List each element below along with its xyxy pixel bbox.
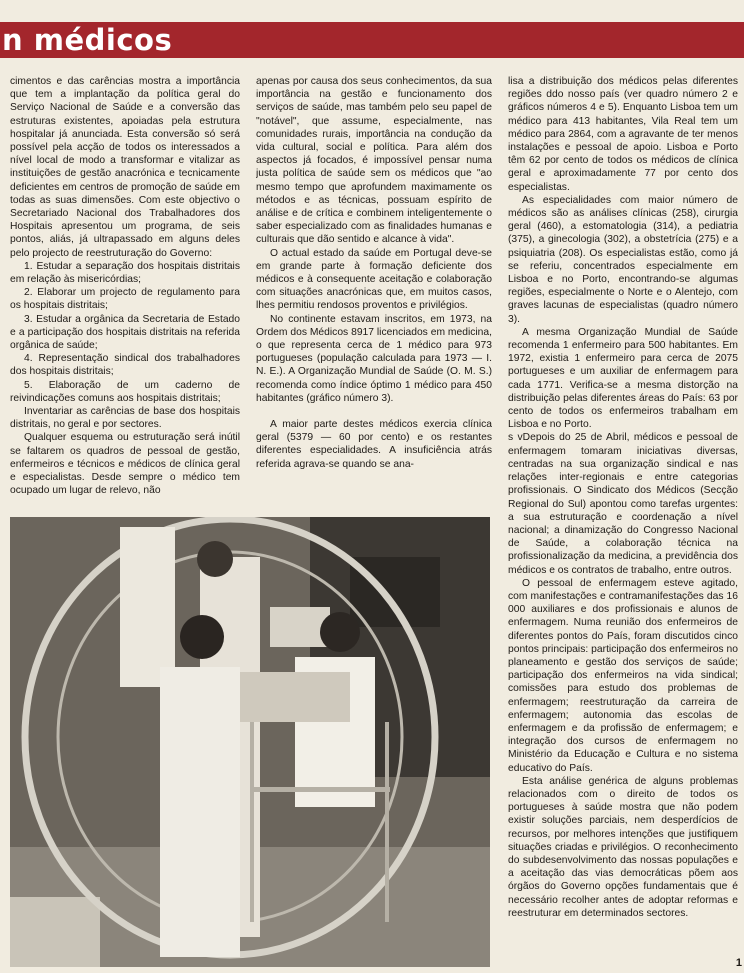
paragraph: As especialidades com maior número de médicos são as análises clínicas (258), cirurgia geral (460), a estomatologia (314), a pediatria (375), a ginecologia (302), a obstetrícia (275) e a psiquiatria (208). Os especialistas estão, como já se referiu, concentrados especialmente em Lisboa e no Porto, encontrando-se algumas regiões, especialmente o Norte e o Alentejo, com graves lacunas de especialistas (quadro número 3). [508, 194, 738, 325]
paragraph: Inventariar as carências de base dos hospitais distritais, no geral e por sectores. [10, 406, 240, 431]
hospital-photo [10, 517, 490, 967]
paragraph: A maior parte destes médicos exercia clínica geral (5379 — 60 por cento) e os restantes diferentes especialidades. A insuficiência atrás referida agrava-se quando se ana- [256, 419, 492, 470]
paragraph: Qualquer esquema ou estruturação será inútil se faltarem os quadros de pessoal de gestão, enfermeiros e técnicos e médicos de clínica geral e especialistas. Desde sempre o médico tem ocupado um lugar de relevo, não [10, 432, 240, 497]
paragraph: Esta análise genérica de alguns problemas relacionados com o direito de todos os portugueses à saúde mostra que não podem existir soluções parciais, nem desperdícios de recursos, por melhores intenções que justifiquem situações criadas e privilégios. O reconhecimento do subdesenvolvimento das nossas populações e a aceitação das vias democráticas põem aos órgãos do Governo opções fundamentais que é necessário recolher antes de adoptar reformas e reestruturar em determinados sectores. [508, 775, 738, 919]
paragraph: cimentos e das carências mostra a importância que tem a implantação da política geral do Serviço Nacional de Saúde e a conversão das estruturas existentes, apoiadas pela estrutura hospitalar já anunciada. Esta conversão só será possível pela acção de todos os interessados a nível local de modo a transformar e vitalizar as instituições de gestão anacrónica e tecnicamente deficientes em centros de promoção de saúde em todas as suas dimensões. Com este objectivo o Secretariado Nacional dos Trabalhadores dos Hospitais apresentou um programa, de seis pontos, aliás, já ultrapassado em alguns deles pelo projecto de reestruturação do Governo: [10, 76, 240, 259]
paragraph: No continente estavam inscritos, em 1973, na Ordem dos Médicos 8917 licenciados em medicina, o que representa cerca de 1 médico para 973 portugueses (população calculada para 1973 — I. N. E.). A Organização Mundial de Saúde (O. M. S.) recomenda como índice óptimo 1 médico para 450 habitantes (gráfico número 3). [256, 313, 492, 404]
paragraph: s vDepois do 25 de Abril, médicos e pessoal de enfermagem tomaram iniciativas diversas, centradas na sua organização sindical e nas relações inter-regionais e entre categorias profissionais. O Sindicato dos Médicos (Secção Regional do Sul) apontou como tarefas urgentes: a sua estruturação e coordenação a nível nacional; a dinamização do Congresso Nacional de Saúde, a colaboração técnica na profissionalização da medicina, a previdência dos médicos e os contratos de trabalho, entre outros. [508, 432, 738, 576]
paragraph: 2. Elaborar um projecto de regulamento para os hospitais distritais; [10, 287, 240, 312]
paragraph: 5. Elaboração de um caderno de reivindicações comuns aos hospitais distritais; [10, 379, 240, 404]
paragraph: O pessoal de enfermagem esteve agitado, com manifestações e contramanifestações das 16 000 auxiliares e dos profissionais e alunos de enfermagem. Numa reunião dos enfermeiros de diferentes pontos do País, foram discutidos cinco pontos principais: participação dos enfermeiros no planeamento e gestão dos serviços de saúde; participação dos enfermeiros na vida sindical; comissões para estudo dos problemas de enfermagem; reestruturação da carreira de enfermagem; autonomia das escolas de enfermagem e da profissão de enfermagem; e integração dos cursos de enfermagem no Ministério da Educação e Cultura e no sistema educativo do País. [508, 577, 738, 774]
paragraph: 4. Representação sindical dos trabalhadores dos hospitais distritais; [10, 353, 240, 378]
header-banner [0, 22, 744, 58]
article-column-3 [508, 75, 738, 955]
paragraph: 3. Estudar a orgânica da Secretaria de Estado e a participação dos hospitais distritais na referida orgânica de saúde; [10, 313, 240, 352]
paragraph: 1. Estudar a separação dos hospitais distritais em relação às misericórdias; [10, 260, 240, 286]
paragraph: A mesma Organização Mundial de Saúde recomenda 1 enfermeiro para 500 habitantes. Em 1972, existia 1 enfermeiro para cerca de 2075 portugueses e um auxiliar de enfermagem para cada 1771. Verifica-se a mesma distorção na distribuição pelas diferentes áreas do País: 63 por cento de todos os enfermeiros trabalham em Lisboa e no Porto. [508, 326, 738, 431]
page-number: 1 [735, 957, 742, 969]
paragraph: O actual estado da saúde em Portugal deve-se em grande parte à formação deficiente dos médicos e à consequente aceitação e colaboração com situações anacrónicas que, em muitos casos, lhes permitiu rendosos proventos e privilégios. [256, 247, 492, 312]
paragraph: lisa a distribuição dos médicos pelas diferentes regiões ddo nosso país (ver quadro número 2 e gráficos números 4 e 5). Enquanto Lisboa tem um médico para 413 habitantes, Vila Real tem um médico para 2864, com a agravante de ter menos instalações e pessoal de apoio. Lisboa e Porto têm 62 por cento de todos os médicos de clínica geral e aproximadamente 77 por cento dos especialistas. [508, 76, 738, 193]
section-title: n médicos [2, 23, 173, 57]
article-column-2 [256, 75, 492, 515]
article-column-1 [10, 75, 240, 515]
photo-illustration [10, 517, 490, 967]
paragraph: apenas por causa dos seus conhecimentos, da sua importância na gestão e funcionamento dos serviços de saúde, mas também pelo seu papel de "notável", que assume, especialmente, nas comunidades rurais, importância na condução da vida cultural, social e política. Para além dos aspectos já focados, é impossível pensar numa justa política de saúde sem os médicos que "ao mesmo tempo que aprofundem maximamente os métodos e as técnicas, possuam espírito de análise e de crítica e combinem inteligentemente o saber especializado com as finalidades humanas e culturais que dão sentido e alcance à vida". [256, 76, 492, 246]
